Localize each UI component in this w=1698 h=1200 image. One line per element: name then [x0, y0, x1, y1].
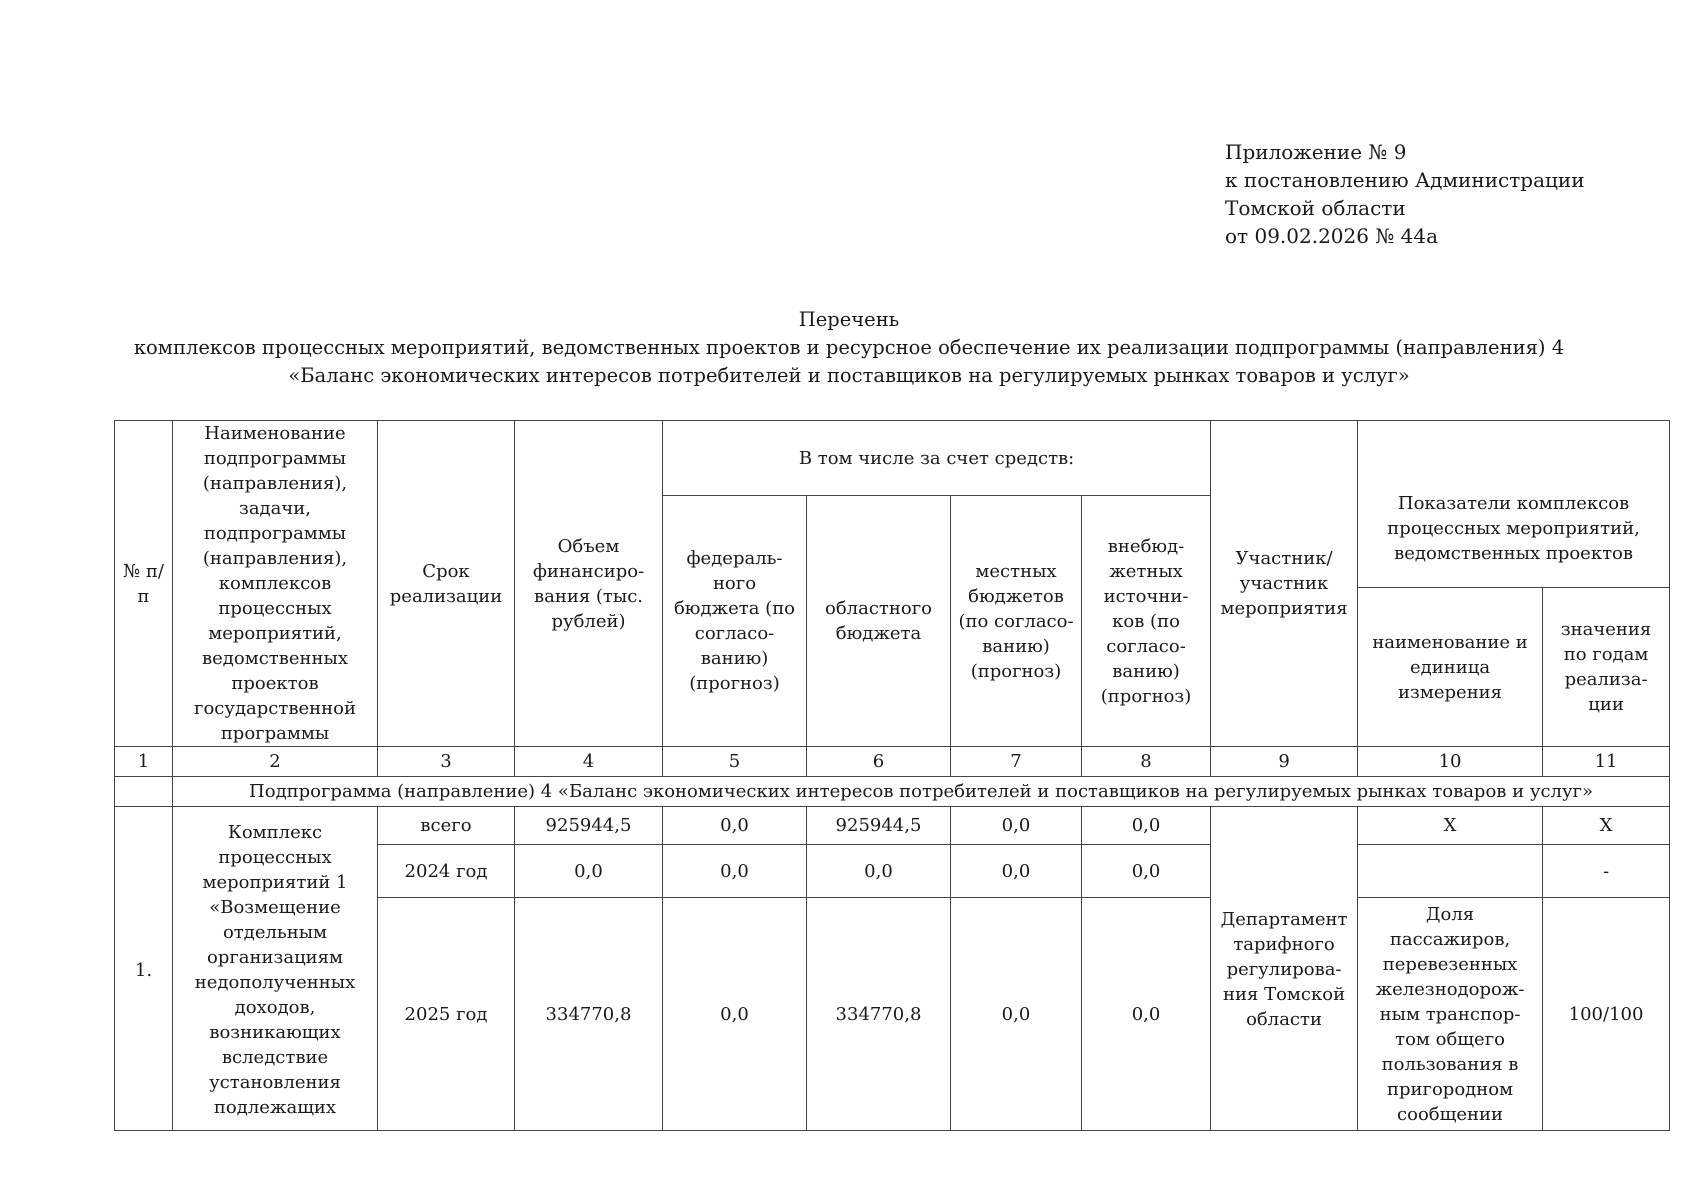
local-cell: 0,0: [951, 898, 1082, 1131]
extra-cell: 0,0: [1082, 845, 1211, 898]
col-number: 8: [1082, 747, 1211, 777]
header-extra: внебюд-жетных источни-ков (по согласо-ванию) (прогноз): [1082, 496, 1211, 747]
extra-cell: 0,0: [1082, 898, 1211, 1131]
volume-cell: 0,0: [515, 845, 663, 898]
participant-cell: Департамент тарифного регулирова-ния Томской области: [1211, 807, 1358, 1131]
indicator-value-cell: Х: [1543, 807, 1670, 845]
regional-cell: 925944,5: [807, 807, 951, 845]
col-number: 2: [173, 747, 378, 777]
subprogram-title: Подпрограмма (направление) 4 «Баланс экономических интересов потребителей и поставщиков на регулируемых рынках товаров и услуг»: [173, 777, 1670, 807]
column-numbers-row: [115, 747, 1670, 777]
local-cell: 0,0: [951, 807, 1082, 845]
local-cell: 0,0: [951, 845, 1082, 898]
title-line-3: «Баланс экономических интересов потребителей и поставщиков на регулируемых рынках товаров и услуг»: [288, 364, 1410, 387]
term-cell: всего: [378, 807, 515, 845]
appendix-line-3: Томской области: [1225, 196, 1406, 220]
appendix-line-4: от 09.02.2026 № 44а: [1225, 224, 1438, 248]
col-number: 5: [663, 747, 807, 777]
col-number: 10: [1358, 747, 1543, 777]
item-name: Комплекс процессных мероприятий 1 «Возмещение отдельным организациям недополученных доходов, возникающих вследствие установления подлежащих: [173, 807, 378, 1131]
subprogram-row: [115, 777, 1670, 807]
col-number: 1: [115, 747, 173, 777]
col-number: 7: [951, 747, 1082, 777]
volume-cell: 925944,5: [515, 807, 663, 845]
federal-cell: 0,0: [663, 898, 807, 1131]
header-num: № п/п: [115, 421, 173, 747]
title-line-2: комплексов процессных мероприятий, ведомственных проектов и ресурсное обеспечение их реализации подпрограммы (направления) 4: [133, 336, 1565, 359]
table-row: [115, 807, 1670, 845]
document-title: [0, 306, 1698, 390]
header-federal: федераль-ного бюджета (по согласо-ванию) (прогноз): [663, 496, 807, 747]
federal-cell: 0,0: [663, 845, 807, 898]
header-local: местных бюджетов (по согласо-ванию) (прогноз): [951, 496, 1082, 747]
regional-cell: 0,0: [807, 845, 951, 898]
federal-cell: 0,0: [663, 807, 807, 845]
indicator-name-cell: Доля пассажиров, перевезенных железнодорож-ным транспор-том общего пользования в пригородном сообщении: [1358, 898, 1543, 1131]
appendix-block: [1225, 138, 1585, 250]
term-cell: 2025 год: [378, 898, 515, 1131]
header-ind-values: значения по годам реализа-ции: [1543, 588, 1670, 747]
header-name: Наименование подпрограммы (направления), задачи, подпрограммы (направления), комплексов процессных мероприятий, ведомственных проектов государственной программы: [173, 421, 378, 747]
extra-cell: 0,0: [1082, 807, 1211, 845]
col-number: 4: [515, 747, 663, 777]
regional-cell: 334770,8: [807, 898, 951, 1131]
header-including: В том числе за счет средств:: [663, 421, 1211, 496]
header-ind-name: наименование и единица измерения: [1358, 588, 1543, 747]
header-row-1: [115, 421, 1670, 496]
header-indicators: Показатели комплексов процессных мероприятий, ведомственных проектов: [1358, 421, 1670, 588]
indicator-name-cell: [1358, 845, 1543, 898]
subprogram-num-cell: [115, 777, 173, 807]
header-participant: Участник/ участник мероприятия: [1211, 421, 1358, 747]
term-cell: 2024 год: [378, 845, 515, 898]
col-number: 9: [1211, 747, 1358, 777]
indicator-name-cell: Х: [1358, 807, 1543, 845]
indicator-value-cell: 100/100: [1543, 898, 1670, 1131]
header-volume: Объем финансиро-вания (тыс. рублей): [515, 421, 663, 747]
program-table: [114, 420, 1670, 1131]
col-number: 11: [1543, 747, 1670, 777]
volume-cell: 334770,8: [515, 898, 663, 1131]
appendix-line-1: Приложение № 9: [1225, 140, 1407, 164]
header-term: Срок реализации: [378, 421, 515, 747]
col-number: 3: [378, 747, 515, 777]
indicator-value-cell: -: [1543, 845, 1670, 898]
col-number: 6: [807, 747, 951, 777]
title-line-1: Перечень: [798, 308, 900, 331]
item-num: 1.: [115, 807, 173, 1131]
appendix-line-2: к постановлению Администрации: [1225, 168, 1585, 192]
header-regional: областного бюджета: [807, 496, 951, 747]
